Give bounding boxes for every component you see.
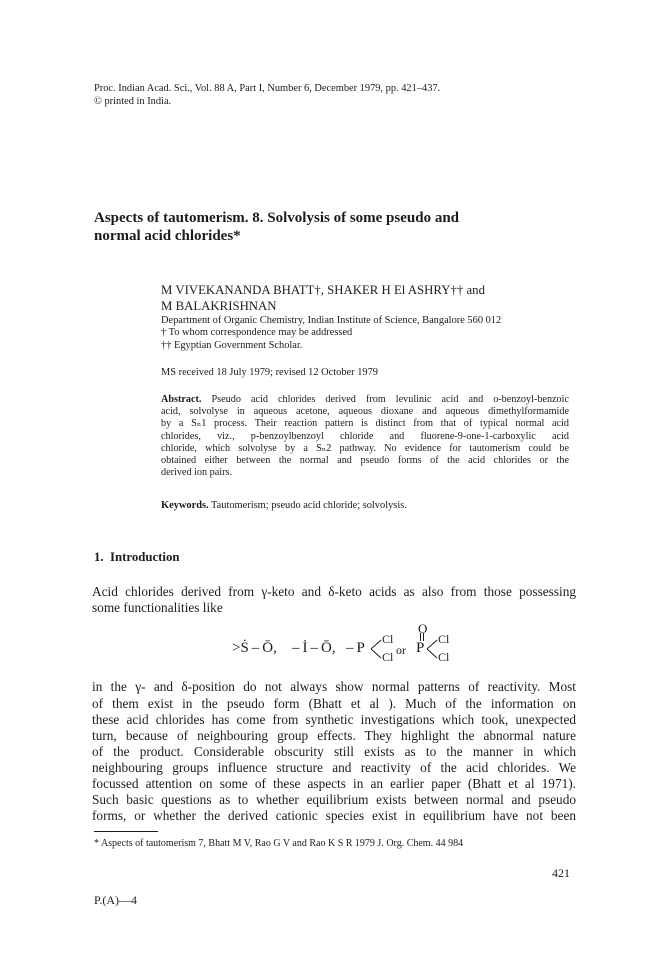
phosphorus-label: P: [416, 640, 425, 656]
abstract-line: [161, 394, 569, 406]
body-line: forms, or whether the derived cationic species exist in equilibrium have not been: [92, 808, 576, 823]
abstract-line: derived ion pairs.: [161, 467, 233, 478]
oxygen-label: O: [418, 621, 428, 636]
keywords-text: Tautomerism; pseudo acid chloride; solvolysis.: [211, 500, 407, 511]
body-line: of them exist in the pseudo form (Bhatt et al ). Much of the information on: [92, 696, 576, 711]
phosphorus-bonds: [370, 636, 382, 662]
chlorine-bottom: Cl: [438, 650, 450, 664]
chlorine-top: Cl: [382, 632, 394, 646]
author-list: [161, 282, 485, 314]
body-line: in the γ- and δ-position do not always show normal patterns of reactivity. Most: [92, 679, 576, 694]
sulfoxide-group: >Ṡ – Ō,: [232, 640, 277, 656]
abstract-line: chlorides, viz., p-benzoylbenzoyl chloride and fluorene-9-one-1-carboxylic acid: [161, 431, 569, 442]
abstract-label: Abstract.: [161, 394, 202, 405]
paper-title: [94, 209, 459, 245]
author-line: M BALAKRISHNAN: [161, 299, 277, 313]
body-line: these acid chlorides has come from synthetic investigations which took, unexpected: [92, 712, 576, 727]
paper-title-line: Aspects of tautomerism. 8. Solvolysis of some pseudo and: [94, 210, 460, 226]
phosphorus-bonds: [426, 636, 438, 662]
abstract-text: Pseudo acid chlorides derived from levulinic acid and o-benzoyl-benzoic: [211, 394, 570, 405]
footnote: * Aspects of tautomerism 7, Bhatt M V, Rao G V and Rao K S R 1979 J. Org. Chem. 44 984: [94, 838, 464, 849]
section-number: 1.: [94, 550, 104, 564]
phosphorus-label: – P: [346, 640, 365, 656]
body-line: of the product. Considerable obscurity still exists as to the manner in which: [92, 744, 576, 759]
section-heading: [94, 550, 179, 565]
journal-copyright-line: © printed in India.: [94, 96, 172, 107]
abstract-line: chloride, which solvolyse by a Sₙ2 pathway. No evidence for tautomerism could be: [161, 443, 569, 454]
affiliation-line: Department of Organic Chemistry, Indian Institute of Science, Bangalore 560 012: [161, 315, 502, 326]
page-number: 421: [552, 866, 570, 880]
or-text: or: [396, 643, 406, 657]
abstract-line: obtained either between the normal and pseudo forms of the acid chlorides or the: [161, 455, 569, 466]
chlorine-bottom: Cl: [382, 650, 394, 664]
body-line: Acid chlorides derived from γ-keto and δ-keto acids as also from those possessing: [92, 584, 576, 599]
keywords-label: Keywords.: [161, 500, 209, 511]
body-line: Such basic questions as to whether equilibrium exists between normal and pseudo: [92, 792, 576, 807]
keywords: [161, 500, 407, 511]
affiliations: [161, 315, 501, 352]
iodoso-group: – İ – Ō,: [292, 640, 336, 656]
received-dates: MS received 18 July 1979; revised 12 October 1979: [161, 367, 379, 378]
footnote-rule: [94, 831, 158, 832]
abstract-line: acid, solvolyse in aqueous acetone, aqueous dioxane and aqueous dimethylformamide: [161, 406, 569, 417]
signature-mark: P.(A)—4: [94, 893, 138, 907]
corresponding-note: † To whom correspondence may be addressed: [161, 327, 353, 339]
section-title: Introduction: [110, 550, 180, 564]
body-line: turn, because of neighbouring group effects. They highlight the abnormal nature: [92, 728, 576, 743]
body-line: neighbouring groups influence structure and reactivity of the acid chlorides. We: [92, 760, 576, 775]
journal-citation-line: Proc. Indian Acad. Sci., Vol. 88 A, Part I, Number 6, December 1979, pp. 421–437.: [94, 83, 441, 94]
chlorine-top: Cl: [438, 632, 450, 646]
abstract-line: by a Sₙ1 process. Their reaction pattern is distinct from that of typical normal acid: [161, 418, 569, 429]
scholar-note: †† Egyptian Government Scholar.: [161, 339, 303, 351]
paper-title-line: normal acid chlorides*: [94, 228, 241, 244]
author-line: M VIVEKANANDA BHATT†, SHAKER H El ASHRY†† and: [161, 283, 485, 297]
body-line: some functionalities like: [92, 600, 223, 615]
body-line: focussed attention on some of these aspects in an earlier paper (Bhatt et al 1971).: [92, 776, 576, 791]
journal-citation: [94, 82, 440, 108]
